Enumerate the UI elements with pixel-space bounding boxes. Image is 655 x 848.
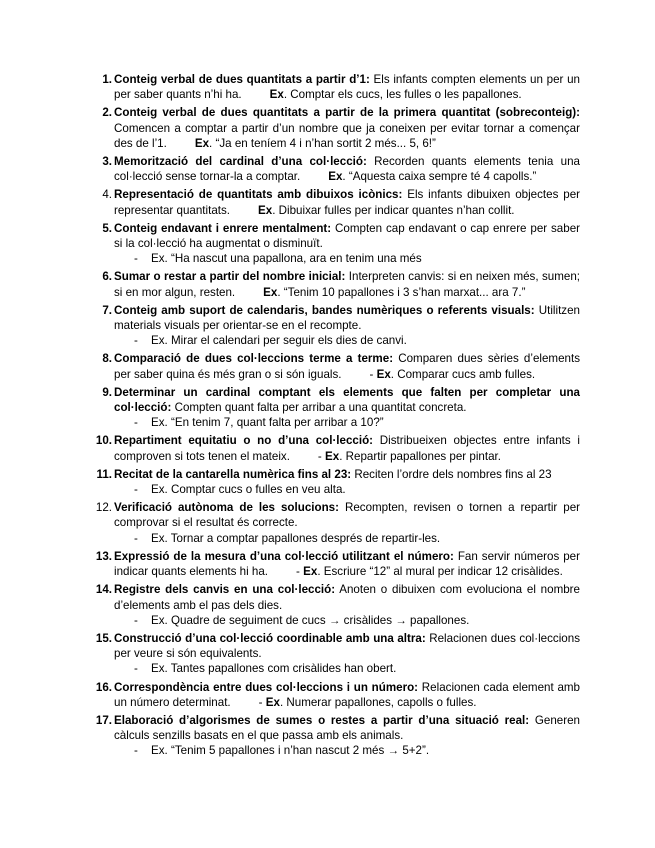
example-text: Ex. Comptar cucs o fulles en veu alta.	[151, 483, 346, 497]
example-text: . Dibuixar fulles per indicar quantes n’han collit.	[272, 203, 515, 217]
item-text: Comencen a comptar a partir d’un nombre que ja coneixen per evitar tornar a començar des de l’1.	[114, 121, 580, 150]
example-dash: -	[258, 695, 266, 709]
example-subitem	[114, 482, 580, 497]
item-text: Utilitzen materials visuals per orientar-se en el recompte.	[114, 303, 580, 333]
item-text: Distribueixen objectes entre infants i comproven si tots tenen el mateix.	[114, 434, 580, 463]
item-number: 13.	[95, 549, 112, 563]
item-heading: Conteig verbal de dues quantitats a partir de la primera quantitat (sobreconteig):	[114, 106, 580, 120]
list-item	[90, 105, 580, 151]
item-heading: Conteig amb suport de calendaris, bandes numèriques o referents visuals:	[114, 303, 535, 317]
item-text: Els infants dibuixen objectes per representar quantitats.	[114, 188, 580, 217]
item-text: Compten cap endavant o cap enrere per saber si la col·lecció ha augmentat o disminuït.	[114, 221, 581, 251]
item-text: Anoten o dibuixen com evoluciona el nombre d’elements amb el pas dels dies.	[114, 583, 580, 612]
document-list	[90, 72, 580, 762]
item-text: Relacionen dues col·leccions per veure si són equivalents.	[114, 631, 580, 661]
item-number: 7.	[102, 303, 112, 317]
list-item	[90, 303, 580, 349]
item-heading: Recitat de la cantarella numèrica fins al 23:	[114, 467, 352, 481]
item-number: 3.	[102, 155, 112, 169]
item-heading: Construcció d’una col·lecció coordinable amb una altra:	[114, 631, 426, 645]
example-label: Ex	[263, 285, 278, 299]
item-heading: Elaboració d’algorismes de sumes o restes a partir d’una situació real:	[114, 713, 530, 727]
item-number: 1.	[102, 73, 112, 86]
item-number: 2.	[102, 106, 112, 120]
item-number: 8.	[102, 352, 112, 366]
list-item	[90, 154, 580, 184]
example-dash: -	[134, 416, 138, 430]
list-item	[90, 680, 580, 710]
item-number: 9.	[102, 385, 112, 399]
example-label: Ex	[194, 136, 210, 150]
example-subitem	[114, 661, 580, 676]
item-number: 5.	[102, 221, 112, 235]
item-heading: Comparació de dues col·leccions terme a terme:	[114, 352, 394, 366]
item-heading: Sumar o restar a partir del nombre inicial:	[114, 270, 346, 284]
example-subitem	[114, 613, 580, 628]
example-text: . Escriure “12” al mural per indicar 12 crisàlides.	[317, 565, 563, 579]
item-number: 6.	[102, 270, 112, 284]
list-item	[90, 269, 580, 299]
item-number: 15.	[95, 631, 112, 645]
list-item	[90, 582, 580, 628]
example-label: Ex	[328, 170, 343, 184]
example-text: . Numerar papallones, capolls o fulles.	[279, 695, 477, 709]
item-heading: Correspondència entre dues col·leccions i un número:	[114, 680, 419, 694]
example-subitem	[114, 415, 580, 430]
list-item	[90, 549, 580, 579]
example-text: Ex. Quadre de seguiment de cucs → crisàlides → papallones.	[151, 613, 470, 627]
example-label: Ex	[376, 367, 391, 381]
example-text: . “Ja en teníem 4 i n’han sortit 2 més... 5, 6!”	[209, 136, 436, 150]
item-text: Recompten, revisen o tornen a repartir per comprovar si el resultat és correcte.	[114, 501, 580, 530]
item-text: Els infants compten elements un per un per saber quants n’hi ha.	[114, 73, 580, 102]
item-text: Interpreten canvis: si en neixen més, sumen; si en mor algun, resten.	[114, 270, 581, 299]
item-text: Comparen dues sèries d’elements per saber quina és més gran o si són iguals.	[114, 352, 580, 381]
list-item	[90, 385, 580, 431]
example-dash: -	[134, 744, 138, 758]
example-text: Ex. “Tenim 5 papallones i n’han nascut 2 més → 5+2”.	[151, 744, 430, 758]
example-label: Ex	[303, 565, 318, 579]
example-text: Ex. Mirar el calendari per seguir els dies de canvi.	[151, 334, 407, 348]
item-number: 14.	[95, 583, 112, 597]
item-text: Compten quant falta per arribar a una quantitat concreta.	[171, 401, 467, 415]
item-text: Fan servir números per indicar quants elements hi ha.	[114, 549, 580, 579]
list-item	[90, 433, 580, 463]
example-label: Ex	[269, 88, 284, 102]
example-label: Ex	[265, 695, 280, 709]
example-text: . Comparar cucs amb fulles.	[390, 367, 536, 381]
list-item	[90, 187, 580, 217]
example-subitem	[114, 251, 580, 266]
example-label: Ex	[258, 203, 273, 217]
list-item	[90, 221, 580, 267]
item-number: 16.	[95, 680, 112, 694]
item-number: 17.	[95, 713, 112, 727]
example-dash: -	[317, 449, 326, 463]
example-label: Ex	[325, 449, 340, 463]
example-dash: -	[134, 613, 138, 627]
example-dash: -	[296, 565, 304, 579]
item-number: 4.	[102, 188, 112, 202]
example-text: . Comptar els cucs, les fulles o les papallones.	[283, 88, 522, 102]
example-dash: -	[369, 367, 377, 381]
list-item	[90, 631, 580, 677]
list-item	[90, 713, 580, 759]
example-text: . Repartir papallones per pintar.	[339, 449, 501, 463]
item-number: 12.	[95, 501, 112, 515]
item-text: Reciten l’ordre dels nombres fins al 23	[351, 467, 552, 481]
item-heading: Verificació autònoma de les solucions:	[114, 501, 339, 515]
example-text: . “Tenim 10 papallones i 3 s’han marxat... ara 7.”	[277, 285, 526, 299]
item-text: Recorden quants elements tenia una col·lecció sense tornar-la a comptar.	[114, 155, 580, 184]
list-item	[90, 351, 580, 381]
item-heading: Determinar un cardinal comptant els elements que falten per completar una col·lecció:	[114, 385, 580, 415]
item-heading: Repartiment equitatiu o no d’una col·lecció:	[114, 434, 374, 448]
item-heading: Memorització del cardinal d’una col·lecció:	[114, 155, 367, 169]
example-dash: -	[134, 483, 138, 497]
item-text: Relacionen cada element amb un número determinat.	[114, 680, 580, 709]
example-subitem	[114, 333, 580, 348]
item-number: 10.	[95, 434, 112, 448]
item-text: Generen càlculs senzills basats en el que passa amb els animals.	[114, 713, 580, 743]
example-text: . “Aquesta caixa sempre té 4 capolls.”	[342, 170, 537, 184]
example-text: Ex. “Ha nascut una papallona, ara en tenim una més	[151, 252, 422, 266]
item-heading: Conteig verbal de dues quantitats a partir d’1:	[114, 73, 370, 86]
item-heading: Registre dels canvis en una col·lecció:	[114, 583, 336, 597]
example-dash: -	[134, 334, 138, 348]
item-heading: Expressió de la mesura d’una col·lecció utilitzant el número:	[114, 549, 454, 563]
example-dash: -	[134, 252, 138, 266]
list-item	[90, 72, 580, 102]
example-dash: -	[134, 662, 138, 676]
list-item	[90, 467, 580, 497]
example-text: Ex. Tornar a comptar papallones després de repartir-les.	[151, 531, 441, 545]
item-heading: Representació de quantitats amb dibuixos icònics:	[114, 188, 403, 202]
example-dash: -	[134, 531, 138, 545]
item-number: 11.	[96, 467, 112, 481]
example-text: Ex. “En tenim 7, quant falta per arribar a 10?”	[151, 416, 384, 430]
example-text: Ex. Tantes papallones com crisàlides han obert.	[151, 662, 397, 676]
example-subitem	[114, 743, 580, 758]
list-item	[90, 500, 580, 546]
item-heading: Conteig endavant i enrere mentalment:	[114, 221, 332, 235]
example-subitem	[114, 531, 580, 546]
